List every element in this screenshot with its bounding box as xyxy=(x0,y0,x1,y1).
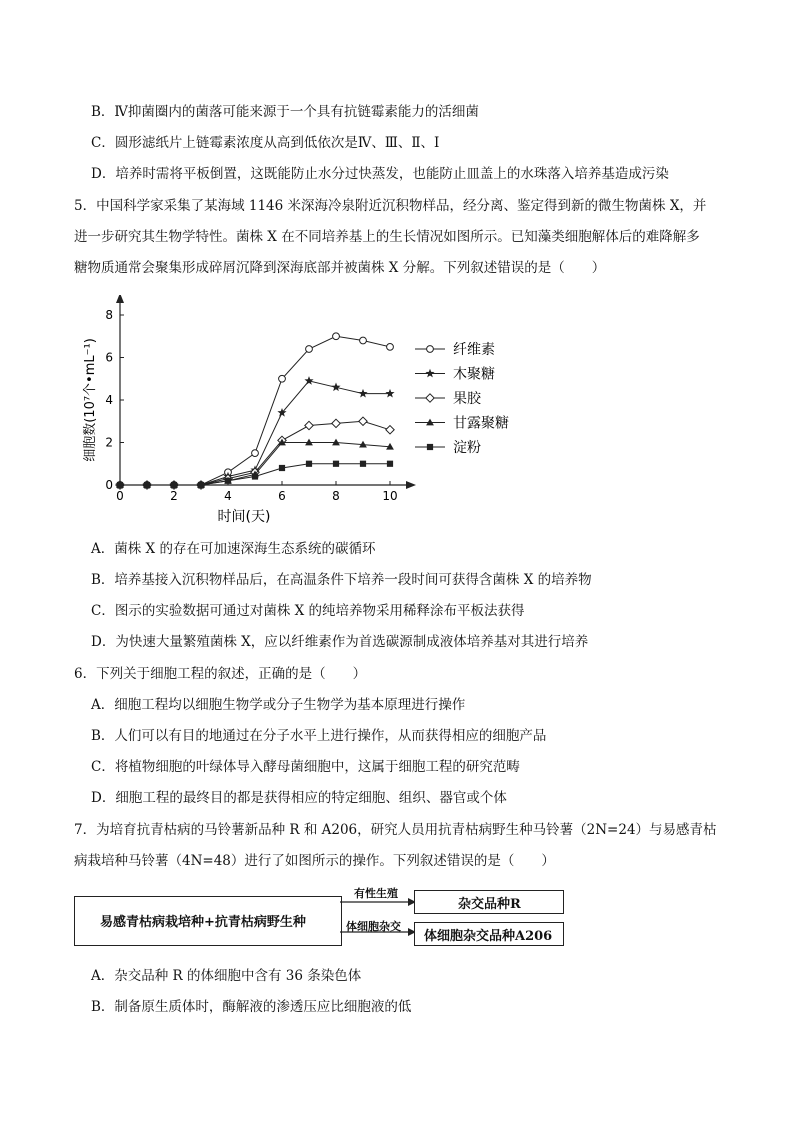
data-point xyxy=(333,333,340,340)
data-point xyxy=(385,389,394,398)
arrow-somatic-label: 体细胞杂交 xyxy=(346,920,401,933)
x-tick-label: 2 xyxy=(170,489,178,503)
x-tick-label: 10 xyxy=(382,489,398,503)
data-point xyxy=(331,382,340,391)
data-point xyxy=(358,389,367,398)
chart-legend xyxy=(415,342,509,456)
data-point xyxy=(386,426,394,434)
legend-marker xyxy=(427,444,433,450)
data-point xyxy=(117,482,123,488)
data-point xyxy=(359,417,367,425)
q5-stem-line3: 糖物质通常会聚集形成碎屑沉降到深海底部并被菌株 X 分解。下列叙述错误的是（ ） xyxy=(74,260,606,276)
legend-label: 甘露聚糖 xyxy=(453,415,509,432)
q7-option-a: A．杂交品种 R 的体细胞中含有 36 条染色体 xyxy=(91,968,362,984)
growth-line-chart xyxy=(70,295,530,535)
result-box-r-label: 杂交品种R xyxy=(458,897,521,912)
series-triangle xyxy=(116,439,394,488)
chart-series xyxy=(115,333,394,489)
data-point xyxy=(387,343,394,350)
x-tick-label: 8 xyxy=(332,489,340,503)
q4-option-c: C．圆形滤纸片上链霉素浓度从高到低依次是Ⅳ、Ⅲ、Ⅱ、Ⅰ xyxy=(91,135,440,151)
q5-option-b: B．培养基接入沉积物样品后，在高温条件下培养一段时间可获得含菌株 X 的培养物 xyxy=(91,572,592,588)
x-tick-label: 4 xyxy=(224,489,232,503)
y-tick-label: 4 xyxy=(105,393,113,407)
data-point xyxy=(171,482,177,488)
q6-option-b: B．人们可以有目的地通过在分子水平上进行操作，从而获得相应的细胞产品 xyxy=(91,728,547,744)
legend-label: 淀粉 xyxy=(453,440,481,456)
series-line xyxy=(120,336,390,485)
data-point xyxy=(304,376,313,385)
legend-marker xyxy=(427,346,434,353)
y-tick-label: 8 xyxy=(105,308,113,322)
data-point xyxy=(360,461,366,467)
q7-stem-line1: 7．为培育抗青枯病的马铃薯新品种 R 和 A206，研究人员用抗青枯病野生种马铃薯（2N=24）与易感青枯 xyxy=(74,822,717,838)
x-tick-label: 0 xyxy=(116,489,124,503)
data-point xyxy=(387,461,393,467)
chart-axes xyxy=(105,295,416,503)
x-axis-arrow xyxy=(406,481,416,489)
y-tick-label: 6 xyxy=(105,350,113,365)
q5-option-d: D．为快速大量繁殖菌株 X，应以纤维素作为首选碳源制成液体培养基对其进行培养 xyxy=(91,634,589,650)
data-point xyxy=(360,337,367,344)
data-point xyxy=(225,478,231,484)
y-tick-label: 0 xyxy=(105,478,113,492)
data-point xyxy=(279,375,286,382)
q5-option-c: C．图示的实验数据可通过对菌株 X 的纯培养物采用稀释涂布平板法获得 xyxy=(91,603,525,619)
x-axis-label: 时间(天) xyxy=(217,509,271,525)
legend-marker xyxy=(426,394,434,402)
q5-stem-line2: 进一步研究其生物学特性。菌株 X 在不同培养基上的生长情况如图所示。已知藻类细胞解体后的难降解多 xyxy=(74,229,700,245)
data-point xyxy=(279,465,285,471)
q5-stem-line1: 5．中国科学家采集了某海域 1146 米深海冷泉附近沉积物样品，经分离、鉴定得到新的微生物菌株 X，并 xyxy=(74,198,707,214)
source-box-label: 易感青枯病栽培种+抗青枯病野生种 xyxy=(100,915,306,930)
y-axis-arrow xyxy=(116,295,124,303)
q4-option-b: B．Ⅳ抑菌圈内的菌落可能来源于一个具有抗链霉素能力的活细菌 xyxy=(91,104,479,120)
data-point xyxy=(333,461,339,467)
legend-marker xyxy=(425,369,434,378)
q6-option-a: A．细胞工程均以细胞生物学或分子生物学为基本原理进行操作 xyxy=(91,697,466,713)
data-point xyxy=(198,482,204,488)
data-point xyxy=(332,419,340,427)
x-tick-label: 6 xyxy=(278,489,286,503)
data-point xyxy=(306,346,313,353)
q7-option-b: B．制备原生质体时，酶解液的渗透压应比细胞液的低 xyxy=(91,999,412,1015)
legend-label: 纤维素 xyxy=(453,342,495,358)
arrow-sexual-label: 有性生殖 xyxy=(354,887,398,900)
q4-option-d: D．培养时需将平板倒置，这既能防止水分过快蒸发，也能防止皿盖上的水珠落入培养基造成污染 xyxy=(91,166,669,182)
q6-option-d: D．细胞工程的最终目的都是获得相应的特定细胞、组织、器官或个体 xyxy=(91,790,507,806)
q5-option-a: A．菌株 X 的存在可加速深海生态系统的碳循环 xyxy=(91,541,376,557)
q6-stem: 6．下列关于细胞工程的叙述，正确的是（ ） xyxy=(74,666,367,682)
data-point xyxy=(305,421,313,429)
legend-label: 木聚糖 xyxy=(453,366,495,383)
result-box-a206-label: 体细胞杂交品种A206 xyxy=(424,929,553,944)
data-point xyxy=(144,482,150,488)
q7-stem-line2: 病栽培种马铃薯（4N=48）进行了如图所示的操作。下列叙述错误的是（ ） xyxy=(74,853,555,869)
data-point xyxy=(306,461,312,467)
y-tick-label: 2 xyxy=(105,435,113,450)
series-square xyxy=(117,461,393,488)
q6-option-c: C．将植物细胞的叶绿体导入酵母菌细胞中，这属于细胞工程的研究范畴 xyxy=(91,759,520,775)
data-point xyxy=(252,473,258,479)
data-point xyxy=(252,450,259,457)
series-circle xyxy=(117,333,394,489)
y-axis-label: 细胞数(10⁷个•mL⁻¹) xyxy=(83,338,98,462)
legend-label: 果胶 xyxy=(453,391,481,407)
